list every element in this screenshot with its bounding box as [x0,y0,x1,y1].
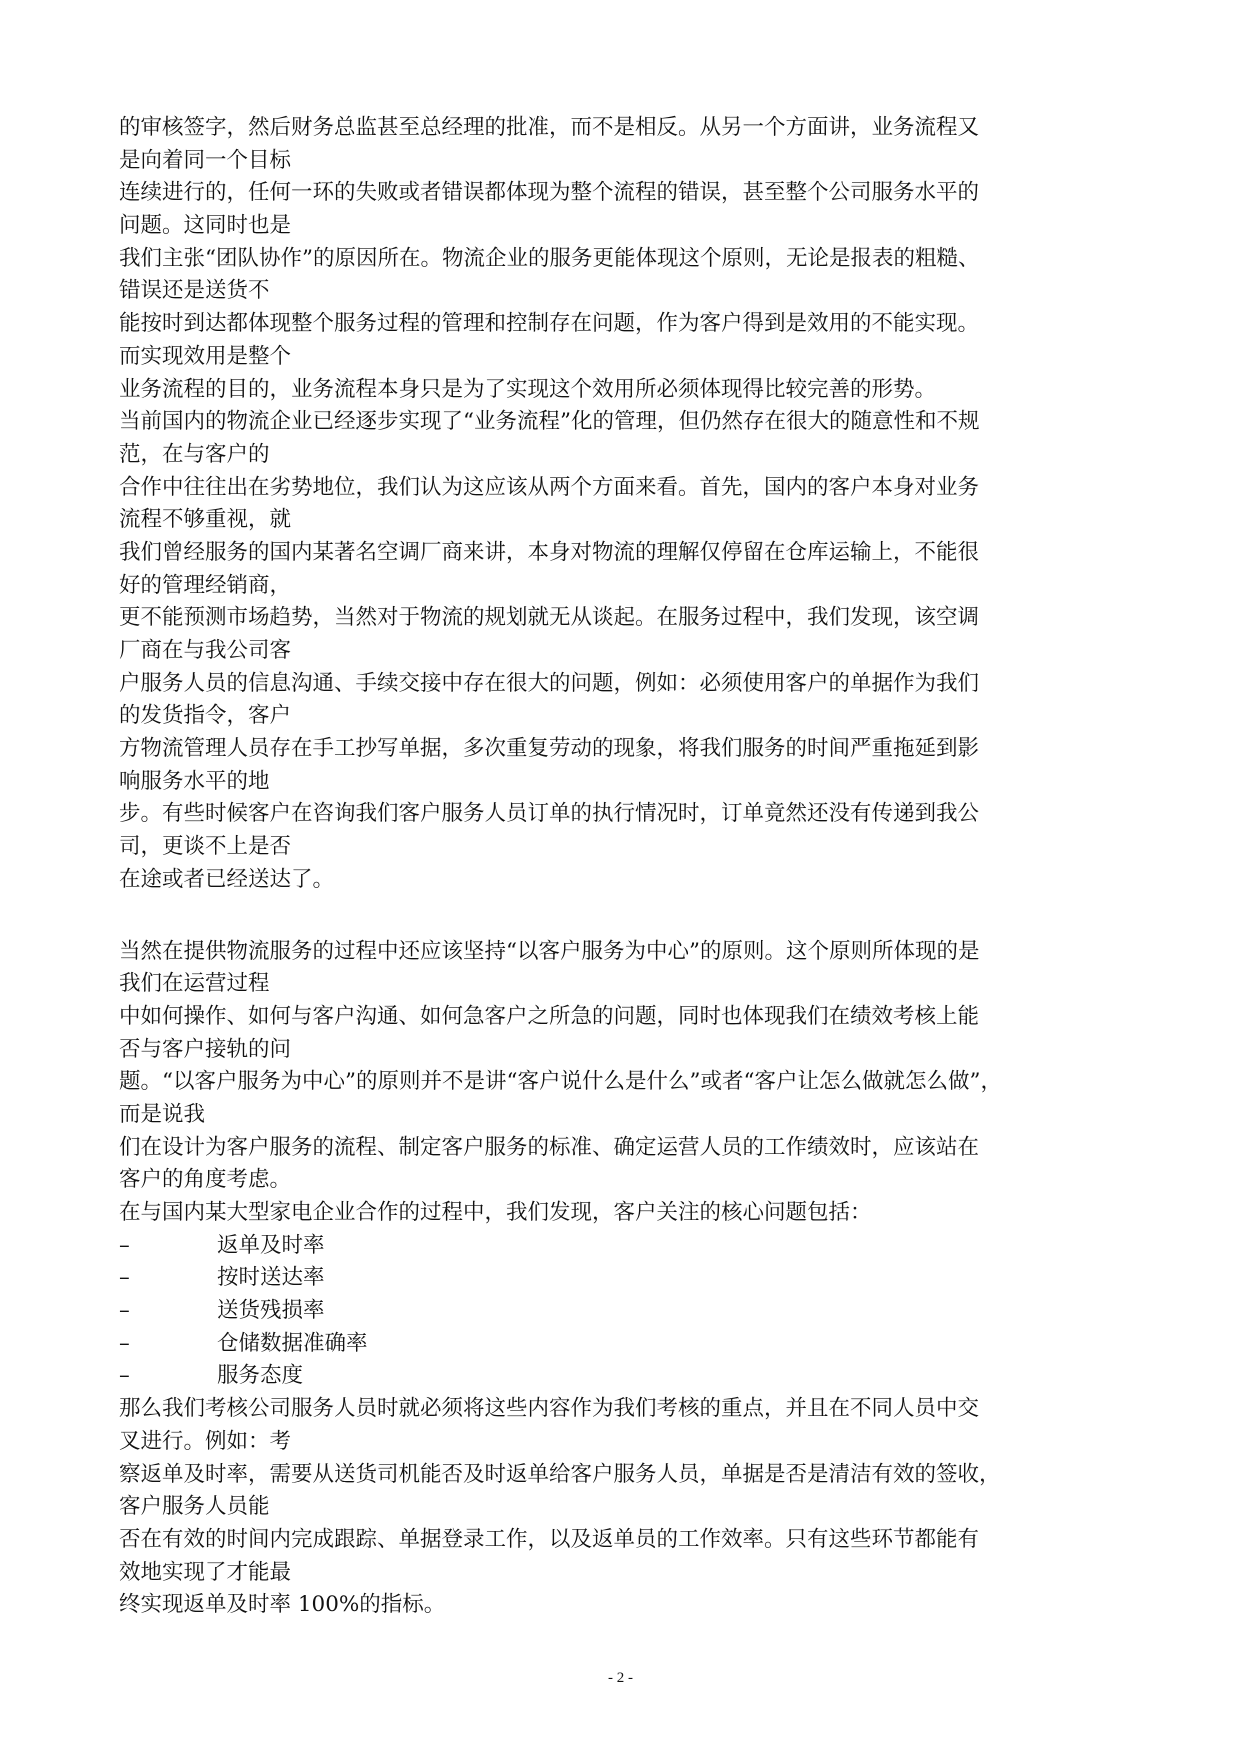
text-line: 好的管理经销商， [119,572,292,598]
paragraph-2 [119,936,1123,1230]
text-line: 错误还是送货不 [119,278,270,304]
document-page [119,112,1123,1622]
text-line: 中如何操作、如何与客户沟通、如何急客户之所急的问题，同时也体现我们在绩效考核上能 [119,1003,980,1029]
text-line: 那么我们考核公司服务人员时就必须将这些内容作为我们考核的重点，并且在不同人员中交 [119,1396,980,1422]
bullet-dash: – [119,1265,130,1291]
text-line: 而实现效用是整个 [119,343,292,369]
bullet-dash: – [119,1363,130,1389]
paragraph-3 [119,1393,1123,1622]
text-line: 更不能预测市场趋势，当然对于物流的规划就无从谈起。在服务过程中，我们发现，该空调 [119,605,980,631]
text-line: 户服务人员的信息沟通、手续交接中存在很大的问题，例如：必须使用客户的单据作为我们 [119,670,980,696]
list-item [119,1295,1123,1328]
page-number: - 2 - [608,1670,633,1686]
text-line: 我们在运营过程 [119,971,270,997]
text-line: 合作中往往出在劣势地位，我们认为这应该从两个方面来看。首先，国内的客户本身对业务 [119,474,980,500]
text-line: 能按时到达都体现整个服务过程的管理和控制存在问题，作为客户得到是效用的不能实现。 [119,311,980,337]
bullet-dash: – [119,1298,130,1324]
text-line: 而是说我 [119,1101,206,1127]
text-line: 察返单及时率，需要从送货司机能否及时返单给客户服务人员，单据是否是清洁有效的签收， [119,1461,1001,1487]
text-line: 的发货指令，客户 [119,703,292,729]
text-line: 连续进行的，任何一环的失败或者错误都体现为整个流程的错误，甚至整个公司服务水平的 [119,180,980,206]
list-item-text: 返单及时率 [217,1232,325,1258]
text-line: 流程不够重视，就 [119,507,292,533]
text-line: 题。“以客户服务为中心”的原则并不是讲“客户说什么是什么”或者“客户让怎么做就怎么做”， [119,1069,1002,1095]
text-line: 否在有效的时间内完成跟踪、单据登录工作，以及返单员的工作效率。只有这些环节都能有 [119,1526,980,1552]
list-item [119,1360,1123,1393]
text-line: 客户服务人员能 [119,1494,270,1520]
text-line: 我们曾经服务的国内某著名空调厂商来讲，本身对物流的理解仅停留在仓库运输上，不能很 [119,539,980,565]
text-line: 业务流程的目的，业务流程本身只是为了实现这个效用所必须体现得比较完善的形势。 [119,376,937,402]
text-line: 的审核签字，然后财务总监甚至总经理的批准，而不是相反。从另一个方面讲，业务流程又 [119,115,980,140]
bullet-dash: – [119,1232,130,1258]
text-line: 在途或者已经送达了。 [119,866,335,892]
text-line: 当然在提供物流服务的过程中还应该坚持“以客户服务为中心”的原则。这个原则所体现的是 [119,938,980,964]
text-line: 是向着同一个目标 [119,147,292,173]
text-line: 步。有些时候客户在咨询我们客户服务人员订单的执行情况时，订单竟然还没有传递到我公 [119,801,980,827]
text-line: 范，在与客户的 [119,441,270,467]
list-item [119,1328,1123,1361]
paragraph-1 [119,112,1123,897]
text-line: 方物流管理人员存在手工抄写单据，多次重复劳动的现象，将我们服务的时间严重拖延到影 [119,736,980,762]
list-item [119,1230,1123,1263]
list-item-text: 送货残损率 [217,1298,325,1324]
bullet-list [119,1230,1123,1393]
list-item-text: 仓储数据准确率 [217,1330,368,1356]
text-line: 效地实现了才能最 [119,1559,292,1585]
text-line: 们在设计为客户服务的流程、制定客户服务的标准、确定运营人员的工作绩效时，应该站在 [119,1134,980,1160]
text-line: 在与国内某大型家电企业合作的过程中，我们发现，客户关注的核心问题包括： [119,1200,872,1225]
list-item-text: 按时送达率 [217,1265,325,1291]
text-line: 叉进行。例如：考 [119,1428,292,1454]
text-line: 司，更谈不上是否 [119,834,292,860]
text-line: 响服务水平的地 [119,768,270,794]
paragraph-gap [119,897,1123,936]
bullet-dash: – [119,1330,130,1356]
text-line: 当前国内的物流企业已经逐步实现了“业务流程”化的管理，但仍然存在很大的随意性和不规 [119,409,980,435]
text-line: 终实现返单及时率 100%的指标。 [119,1592,446,1618]
text-line: 我们主张“团队协作”的原因所在。物流企业的服务更能体现这个原则，无论是报表的粗糙、 [119,245,980,271]
text-line: 问题。这同时也是 [119,213,292,239]
text-line: 厂商在与我公司客 [119,638,292,663]
text-line: 否与客户接轨的问 [119,1036,292,1062]
text-line: 客户的角度考虑。 [119,1167,292,1193]
list-item-text: 服务态度 [217,1363,304,1389]
list-item [119,1262,1123,1295]
